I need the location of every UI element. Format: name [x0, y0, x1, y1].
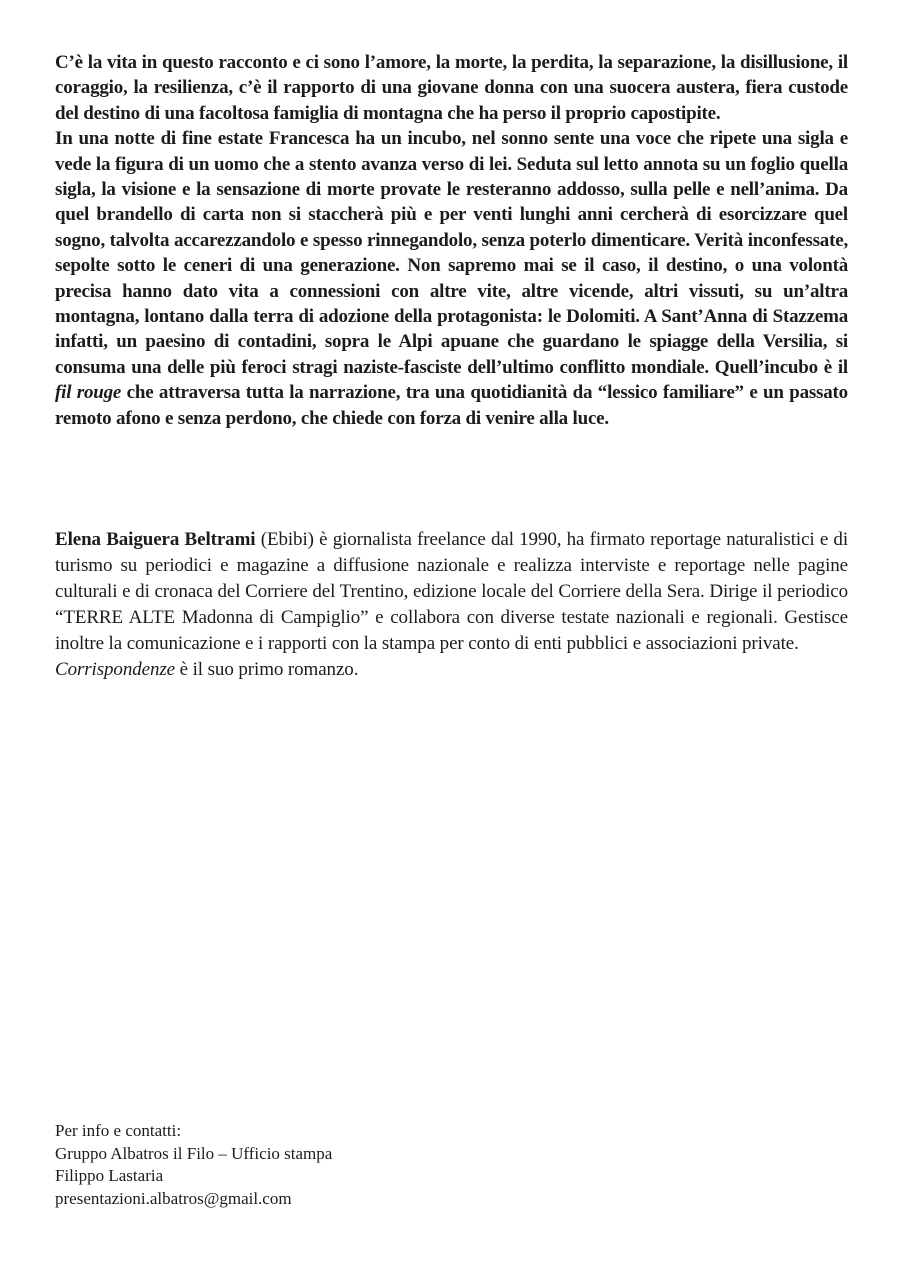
author-bio	[55, 527, 848, 683]
fil-rouge-italic-phrase: fil rouge	[55, 382, 122, 404]
author-bio-text: (Ebibi) è giornalista freelance dal 1990, ha firmato reportage naturalistici e di turismo su periodici e magazine a diffusione nazionale e realizza interviste e reportage nelle pagine culturali e di cronaca del Corriere del Trentino, edizione locale del Corriere della Sera. Dirige il periodico “TERRE ALTE Madonna di Campiglio” e collabora con diverse testate nazionali e regionali. Gestisce inoltre la comunicazione e i rapporti con la stampa per conto di enti pubblici e associazioni private.	[55, 529, 849, 654]
synopsis-paragraph-2-text: In una notte di fine estate Francesca ha un incubo, nel sonno sente una voce che ripete una sigla e vede la figura di un uomo che a stento avanza verso di lei. Seduta sul letto annota su un foglio quella sigla, la visione e la sensazione di morte provate le resteranno addosso, sulla pelle e nell’anima. Da quel brandello di carta non si staccherà più e per venti lunghi anni cercherà di esorcizzare quel sogno, talvolta accarezzandolo e spesso rinnegandolo, senza poterlo dimenticare. Verità inconfessate, sepolte sotto le ceneri di una generazione. Non sapremo mai se il caso, il destino, o una volontà precisa hanno dato vita a connessioni con altre vite, altre vicende, altri vissuti, su un’altra montagna, lontano dalla terra di adozione della protagonista: le Dolomiti. A Sant’Anna di Stazzema infatti, un paesino di contadini, sopra le Alpi apuane che guardano le spiagge della Versilia, si consuma una delle più feroci stragi naziste-fasciste dell’ultimo conflitto mondiale. Quell’incubo è il	[55, 128, 848, 378]
synopsis-paragraph-2	[55, 126, 848, 431]
contact-email: presentazioni.albatros@gmail.com	[55, 1188, 292, 1208]
author-name: Elena Baiguera Beltrami	[55, 529, 256, 550]
synopsis-paragraph-1: C’è la vita in questo racconto e ci sono l’amore, la morte, la perdita, la separazione, la disillusione, il coraggio, la resilienza, c’è il rapporto di una giovane donna con una suocera austera, fiera custode del destino di una facoltosa famiglia di montagna che ha perso il proprio capostipite.	[55, 52, 848, 124]
novel-line	[55, 657, 848, 683]
author-bio-paragraph	[55, 527, 848, 657]
novel-line-tail: è il suo primo romanzo.	[175, 659, 359, 680]
novel-title: Corrispondenze	[55, 659, 175, 680]
contact-intro: Per info e contatti:	[55, 1121, 182, 1140]
synopsis-paragraph-2-tail: che attraversa tutta la narrazione, tra una quotidianità da “lessico familiare” e un passato remoto afono e senza perdono, che chiede con forza di venire alla luce.	[55, 382, 848, 429]
contact-organization: Gruppo Albatros il Filo – Ufficio stampa	[55, 1143, 333, 1163]
contact-person: Filippo Lastaria	[55, 1166, 164, 1186]
book-synopsis	[55, 50, 848, 431]
contact-block	[55, 1120, 555, 1210]
